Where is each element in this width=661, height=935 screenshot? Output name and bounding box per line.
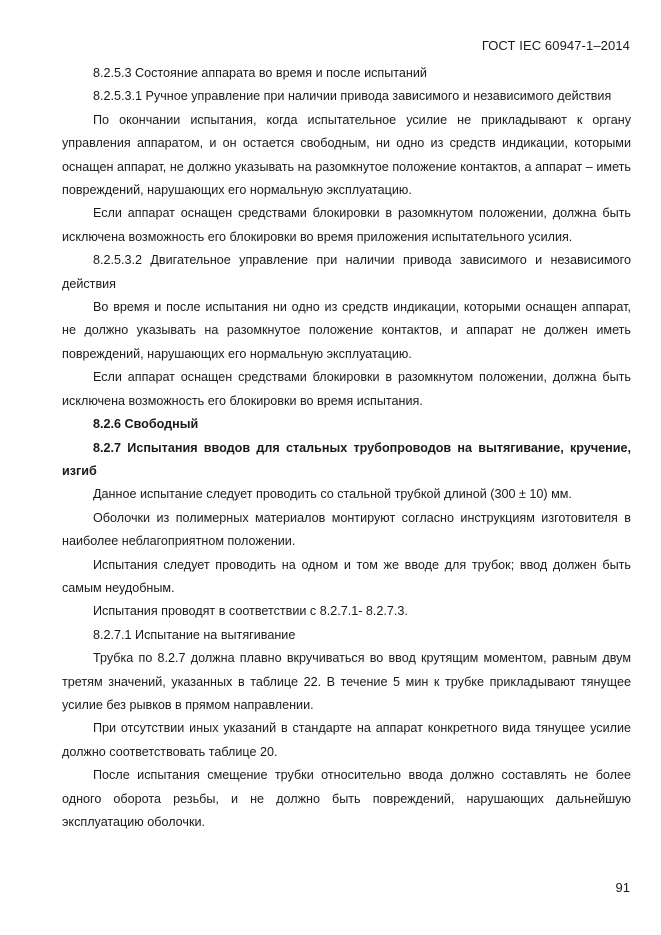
document-header-standard: ГОСТ IEC 60947-1–2014 (481, 38, 630, 53)
section-heading: 8.2.7 Испытания вводов для стальных трубопроводов на вытягивание, кручение, изгиб (62, 440, 631, 478)
paragraph: Испытания следует проводить на одном и том же вводе для трубок; ввод должен быть самым неудобным. (62, 557, 631, 595)
paragraph: Трубка по 8.2.7 должна плавно вкручиваться во ввод крутящим моментом, равным двум третям значений, указанных в таблице 22. В течение 5 мин к трубке прикладывают тянущее усилие без рывков в прямом направлении. (62, 651, 631, 712)
document-body (62, 62, 631, 834)
paragraph: 8.2.5.3.2 Двигательное управление при наличии привода зависимого и независимого действия (62, 253, 631, 291)
paragraph: Если аппарат оснащен средствами блокировки в разомкнутом положении, должна быть исключена возможность его блокировки во время приложения испытательного усилия. (62, 206, 631, 244)
paragraph: Данное испытание следует проводить со стальной трубкой длиной (300 ± 10) мм. (93, 487, 572, 502)
paragraph: 8.2.5.3.1 Ручное управление при наличии привода зависимого и независимого действия (93, 89, 612, 104)
paragraph: Если аппарат оснащен средствами блокировки в разомкнутом положении, должна быть исключена возможность его блокировки во время испытания. (62, 370, 631, 408)
paragraph: При отсутствии иных указаний в стандарте на аппарат конкретного вида тянущее усилие должно соответствовать таблице 20. (62, 721, 631, 759)
page-number: 91 (615, 880, 630, 895)
section-heading: 8.2.6 Свободный (93, 417, 199, 432)
paragraph: После испытания смещение трубки относительно ввода должно составлять не более одного оборота резьбы, и не должно быть повреждений, нарушающих дальнейшую эксплуатацию оболочки. (62, 768, 631, 829)
paragraph: Оболочки из полимерных материалов монтируют согласно инструкциям изготовителя в наиболее неблагоприятном положении. (62, 510, 631, 549)
paragraph: По окончании испытания, когда испытательное усилие не прикладывают к органу управления аппаратом, и он остается свободным, ни одно из средств индикации, которыми оснащен аппарат, не должно указывать на разомкнутое положение контактов, а аппарат – иметь повреждений, нарушающих его нормальную эксплуатацию. (62, 112, 631, 198)
paragraph: 8.2.5.3 Состояние аппарата во время и после испытаний (93, 66, 427, 80)
paragraph: Испытания проводят в соответствии с 8.2.7.1- 8.2.7.3. (93, 604, 408, 619)
paragraph: Во время и после испытания ни одно из средств индикации, которыми оснащен аппарат, не должно указывать на разомкнутое положение контактов, и аппарат не должен иметь повреждений, нарушающих его нормальную эксплуатацию. (62, 300, 631, 361)
paragraph: 8.2.7.1 Испытание на вытягивание (93, 627, 296, 642)
